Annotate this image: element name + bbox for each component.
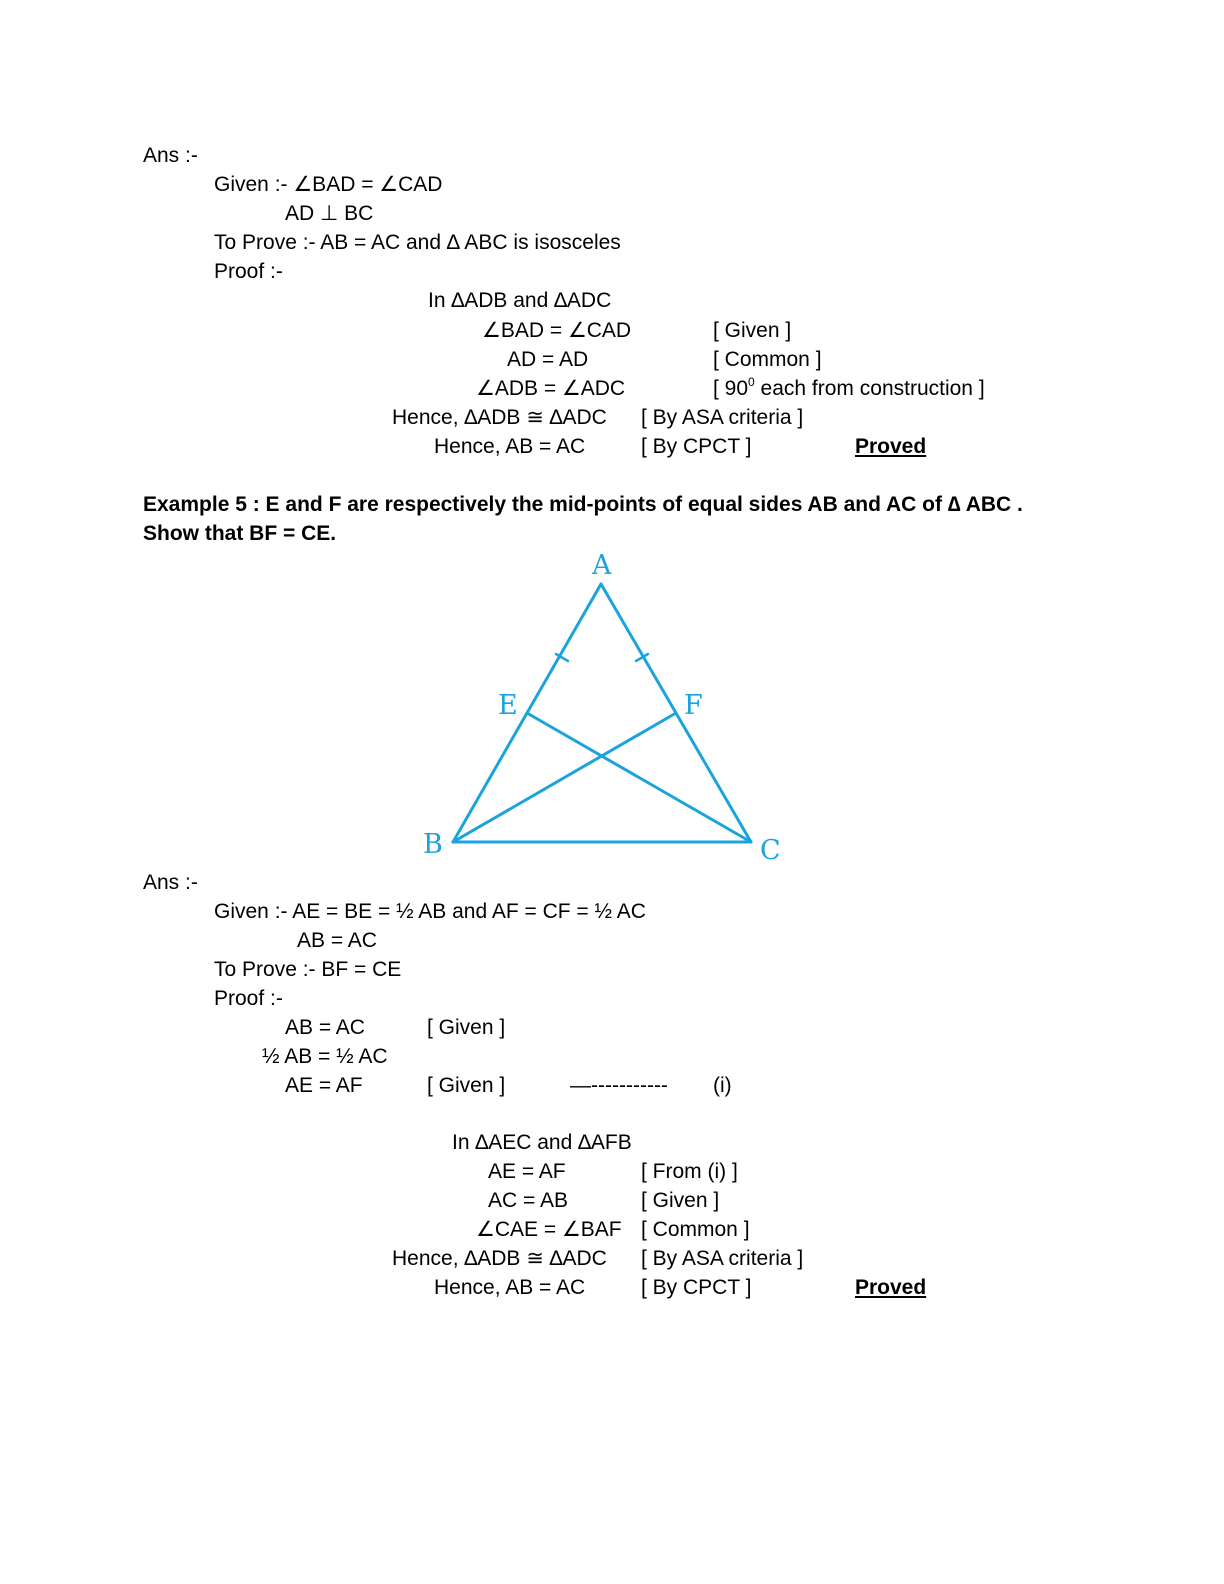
vertex-label-f: F [684,690,703,721]
proof-statement: Hence, AB = AC [434,435,586,458]
proof-statement: Hence, ∆ADB ≅ ∆ADC [392,406,607,429]
proof-reason: [ From (i) ] [641,1160,738,1183]
proof-reason: [ Common ] [713,348,822,371]
to-prove-line: To Prove :- AB = AC and ∆ ABC is isosceles [214,231,621,254]
given-line: AD ⊥ BC [285,202,374,225]
proof-reason: [ By ASA criteria ] [641,406,804,429]
ans-label: Ans :- [143,871,198,894]
proof-statement: ∠BAD = ∠CAD [482,319,632,342]
proof-statement: AC = AB [488,1189,568,1212]
proof-statement: AE = AF [285,1074,363,1097]
ans-label: Ans :- [143,144,198,167]
given-line: Given :- ∠BAD = ∠CAD [214,173,443,196]
proof-reason: [ By CPCT ] [641,435,752,458]
segment-bf [453,713,676,842]
proof-reason: [ Given ] [641,1189,720,1212]
proof-label: Proof :- [214,260,283,283]
proof-triangles-line: In ∆AEC and ∆AFB [452,1131,632,1154]
to-prove-line: To Prove :- BF = CE [214,958,402,981]
proof-statement: AB = AC [285,1016,365,1039]
vertex-label-b: B [423,829,443,860]
vertex-label-c: C [760,835,781,866]
given-line: Given :- AE = BE = ½ AB and AF = CF = ½ AC [214,900,646,923]
proof-statement: AE = AF [488,1160,566,1183]
proof-reason: [ Common ] [641,1218,750,1241]
proved-label: Proved [855,435,927,458]
proof-reason: [ Given ] [427,1074,506,1097]
proof-reason: [ Given ] [713,319,792,342]
vertex-label-a: A [592,550,612,581]
proof-statement: ∠CAE = ∠BAF [476,1218,622,1241]
proof-statement: AD = AD [507,348,589,371]
proved-label: Proved [855,1276,927,1299]
proof-reason: [ By ASA criteria ] [641,1247,804,1270]
proof-reason: [ $90^0$ each from construction ] [713,375,985,400]
proof-label: Proof :- [214,987,283,1010]
proof-reason: [ By CPCT ] [641,1276,752,1299]
proof-statement: ∠ADB = ∠ADC [476,377,626,400]
proof-statement: Hence, ∆ADB ≅ ∆ADC [392,1247,607,1270]
proof-statement: ½ AB = ½ AC [262,1045,388,1068]
example-heading: Show that BF = CE. [143,522,337,545]
proof-statement: Hence, AB = AC [434,1276,586,1299]
vertex-label-e: E [498,690,518,721]
equation-ref: (i) [713,1074,732,1097]
given-line: AB = AC [297,929,377,952]
proof-reason: [ Given ] [427,1016,506,1039]
proof-triangles-line: In ∆ADB and ∆ADC [428,289,612,312]
segment-ce [527,713,751,842]
dash-separator: —----------- [570,1074,668,1097]
example-heading: Example 5 : E and F are respectively the mid-points of equal sides AB and AC of ∆ ABC . [143,493,1023,516]
